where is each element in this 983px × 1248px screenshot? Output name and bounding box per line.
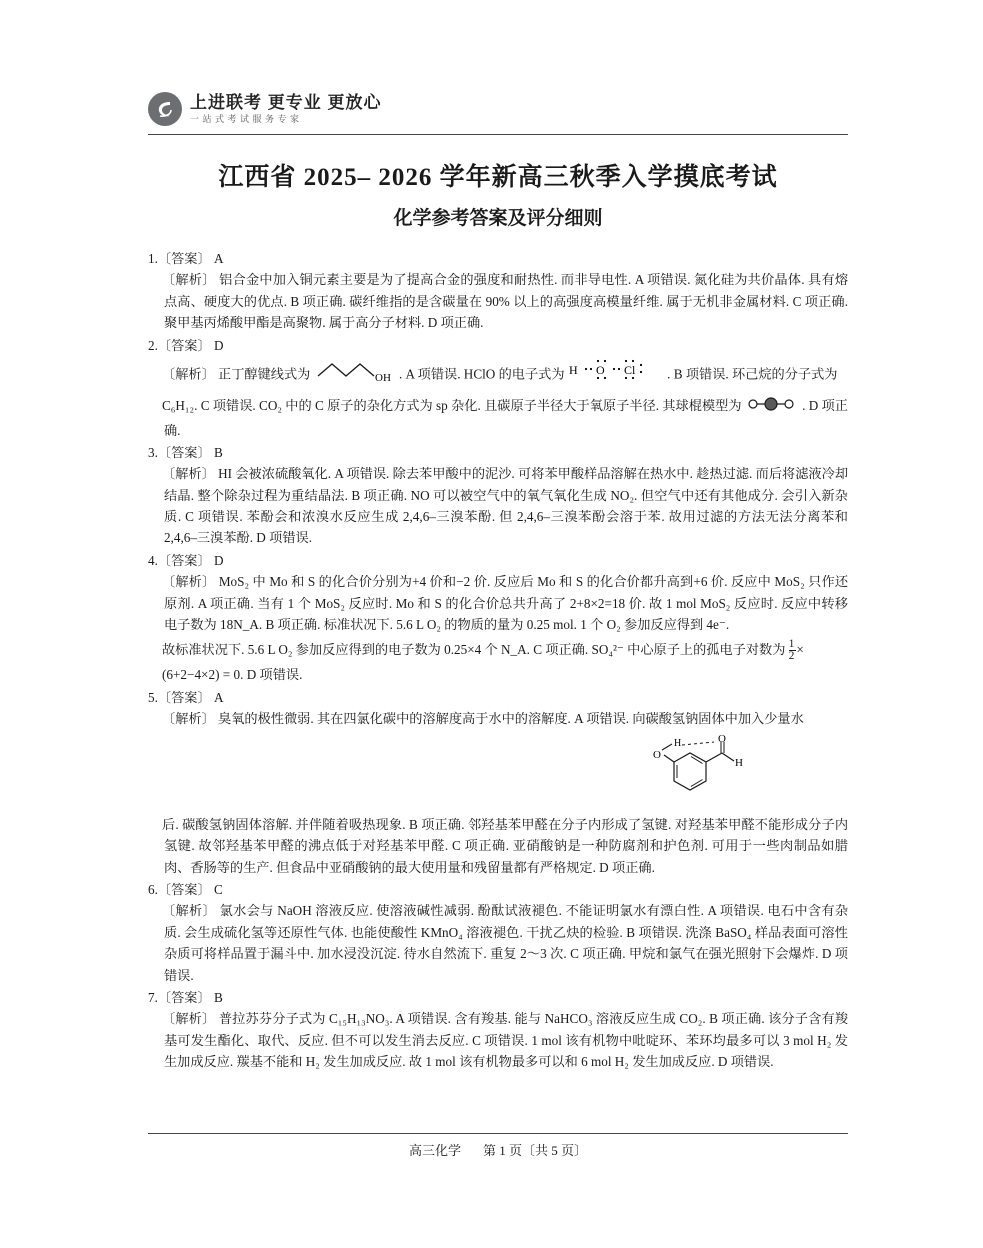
explanation-label: 解析 — [175, 711, 202, 727]
bracket-open: 〔 — [162, 272, 176, 288]
explanation-block — [148, 269, 848, 333]
explanation-label: 解析 — [175, 466, 202, 482]
salicylaldehyde-hydrogen-bond-structure — [164, 734, 848, 812]
svg-text:H: H — [735, 756, 743, 769]
bracket-open: 〔 — [157, 552, 172, 568]
explanation-text: 臭氧的极性微弱. 其在四氯化碳中的溶解度高于水中的溶解度. A 项错误. 向碳酸氢钠固体中加入少量水 — [218, 711, 804, 727]
answer-item-5 — [148, 687, 848, 878]
bracket-close: 〕 — [197, 251, 211, 266]
explanation-label: 解析 — [175, 1011, 203, 1027]
answer-label: 答案 — [171, 552, 198, 568]
answer-value: D — [213, 552, 224, 568]
bracket-open: 〔 — [157, 444, 172, 460]
bracket-open: 〔 — [162, 466, 176, 482]
bracket-open: 〔 — [162, 1011, 176, 1027]
explanation-label: 解析 — [175, 574, 203, 590]
item-number: 2. — [148, 337, 158, 353]
svg-text:O: O — [718, 733, 726, 745]
header-divider — [148, 134, 848, 135]
answer-label: 答案 — [171, 882, 198, 897]
explanation-label: 解析 — [175, 366, 202, 382]
answer-item-4 — [148, 550, 848, 686]
item-number: 5. — [148, 689, 158, 705]
answer-label: 答案 — [171, 989, 198, 1005]
answer-item-7 — [148, 987, 848, 1073]
fraction-numerator: 1 — [788, 637, 795, 650]
bracket-close: 〕 — [197, 552, 211, 568]
explanation-block: 〔解析〕 MoS₂ 中 Mo 和 S 的化合价分别为+4 价和−2 价. 反应后 Mo 和 S 的化合价都升高到+6 价. 反应中 MoS₂ 只作还原剂. A 项正确. 当有 1 个 MoS₂ 反应时. Mo 和 S 的化合价总共升高了 2+8×2=18 价. 故 1 mol MoS₂ 反应时. 反应中转移电子数为 18N_A. B 项正确. 标准状况下. 5.6 L O₂ 的物质的量为 0.25 mol. 1 个 O₂ 参加反应得到 4e⁻. 故标准状况下. 5.6 L O₂ 参加反应得到的电子数为 0.25×4 个 N_A. C 项正确. SO₄²⁻ 中心原子上的孤电子对数为 $\frac{1}{2}$ × (6+2−4×2) = 0. D 项错误. — [162, 574, 849, 683]
explanation-text: . B 项错误. 环己烷的分子式为 — [667, 366, 838, 382]
answer-item-2 — [148, 335, 848, 441]
answer-value: D — [213, 337, 224, 353]
bracket-close: 〕 — [201, 466, 215, 482]
bracket-close: 〕 — [201, 711, 215, 727]
brand-name: 上进联考 更专业 更放心 — [190, 92, 382, 112]
explanation-text-after-figure: 后. 碳酸氢钠固体溶解. 并伴随着吸热现象. B 项正确. 邻羟基苯甲醛在分子内形成了氢键 — [162, 816, 669, 832]
answer-label: 答案 — [171, 251, 198, 266]
explanation-block — [148, 356, 848, 441]
footer-page-number: 第 1 页 — [482, 1143, 522, 1158]
item-number: 6. — [148, 882, 158, 897]
item-number: 1. — [148, 251, 158, 266]
explanation-text: 普拉苏芬分子式为 C₁₅H₁₃NO₃. A 项错误. 含有羧基. 能与 NaHCO₃ 溶液反应生成 CO₂. B 项正确. 该分子含有羧基可发生酯化、取代、反应. 但不可以发生消去反应. C 项错误. 1 mol 该有机物中吡啶环、苯环均最多可以 3 mol H₂ 发生加成反应. 羰基不能和 H₂ 发生加成反应. 故 1 mol 该有机物最多可以和 6 mol H₂ 发生加成反应. D 项错误. — [164, 1011, 849, 1069]
brand-text — [190, 94, 381, 124]
explanation-text: 铝合金中加入铜元素主要是为了提高合金的强度和耐热性. 而非导电性. A 项错误. 氮化硅为共价晶体. 具有熔点高、硬度大的优点. B 项正确. 碳纤维指的是含碳量在 90% 以上的高强度高模量纤维. 属于无机非金属材料. C 项正确. 聚甲基丙烯酸甲酯是高聚物. 属于高分子材料. D 项正确. — [164, 272, 849, 331]
page-title: 江西省 2025– 2026 学年新高三秋季入学摸底考试 — [218, 164, 778, 191]
svg-text:H: H — [568, 362, 578, 377]
answer-item-1 — [148, 248, 848, 334]
bracket-open: 〔 — [157, 989, 172, 1005]
bracket-open: 〔 — [162, 903, 176, 919]
answer-value: A — [213, 251, 224, 266]
item-number: 3. — [148, 444, 158, 460]
page-content — [148, 88, 848, 1073]
explanation-text-line2: 故标准状况下. 5.6 L O₂ 参加反应得到的电子数为 0.25×4 个 N_A. C 项正确. SO₄²⁻ 中心原子上的孤电子对数为 — [162, 642, 786, 658]
exam-brand-header — [148, 88, 848, 130]
bracket-open: 〔 — [157, 251, 172, 266]
explanation-block — [148, 708, 848, 878]
explanation-label: 解析 — [175, 903, 203, 919]
svg-text:OH: OH — [374, 371, 391, 382]
explanation-block — [148, 900, 848, 986]
footer-total-pages: 〔共 5 页〕 — [522, 1143, 588, 1158]
swirl-logo-icon — [148, 92, 182, 126]
answer-value: A — [213, 689, 224, 705]
explanation-text: 正丁醇键线式为 — [218, 366, 311, 382]
explanation-block — [148, 463, 848, 549]
bracket-close: 〕 — [201, 366, 215, 382]
explanation-text-tail: . D 项正确. — [164, 398, 848, 438]
bracket-close: 〕 — [197, 689, 211, 705]
hclo-lewis-structure-icon — [568, 356, 661, 395]
brand-tagline: 一 站 式 考 试 服 务 专 家 — [190, 113, 300, 124]
answer-value: C — [213, 882, 223, 897]
co2-ball-stick-model-icon — [747, 395, 797, 419]
page-footer — [148, 1133, 848, 1159]
explanation-text: HI 会被浓硫酸氧化. A 项错误. 除去苯甲酸中的泥沙. 可将苯甲酸样品溶解在热水中. 趁热过滤. 而后将滤液冷却结晶. 整个除杂过程为重结晶法. B 项正确. NO 可以被空气中的氧气氧化生成 NO₂. 但空气中还有其他成分. 会引入新杂质. C 项错误. 苯酚会和浓溴水反应生成 2,4,6–三溴苯酚. 但 2,4,6–三溴苯酚会溶于苯. 故用过滤的方法无法分离苯和 2,4,6–三溴苯酚. D 项错误. — [164, 466, 849, 546]
answer-key-body — [148, 248, 848, 1072]
bracket-close: 〕 — [202, 1011, 216, 1027]
item-number: 7. — [148, 989, 158, 1005]
explanation-label: 解析 — [175, 272, 203, 288]
bracket-open: 〔 — [157, 882, 172, 897]
bracket-close: 〕 — [202, 903, 217, 919]
item-number: 4. — [148, 552, 158, 568]
explanation-block — [148, 1008, 848, 1072]
explanation-text: . A 项错误. HClO 的电子式为 — [398, 366, 565, 382]
answer-item-6 — [148, 879, 848, 986]
bracket-open: 〔 — [162, 366, 176, 382]
butanol-skeletal-formula-icon — [316, 356, 394, 395]
bracket-close: 〕 — [197, 989, 211, 1005]
answer-item-3 — [148, 442, 848, 549]
svg-text:O: O — [595, 362, 605, 377]
fraction-denominator: 2 — [788, 650, 795, 663]
bracket-open: 〔 — [157, 689, 172, 705]
bracket-open: 〔 — [162, 711, 176, 727]
explanation-text-line3: (6+2−4×2) = 0. D 项错误. — [162, 667, 303, 683]
bracket-close: 〕 — [202, 574, 216, 590]
answer-value: B — [213, 989, 223, 1005]
answer-value: B — [213, 444, 223, 460]
footer-subject: 高三化学 — [408, 1143, 461, 1158]
svg-text:O: O — [653, 748, 661, 761]
answer-label: 答案 — [171, 689, 198, 705]
answer-label: 答案 — [171, 444, 198, 460]
explanation-text-line2: C₆H₁₂. C 项错误. CO₂ 中的 C 原子的杂化方式为 sp 杂化. 且碳原子半径大于氧原子半径. 其球棍模型为 — [162, 398, 742, 414]
bracket-close: 〕 — [197, 444, 211, 460]
answer-label: 答案 — [171, 337, 198, 353]
explanation-text: MoS₂ 中 Mo 和 S 的化合价分别为+4 价和−2 价. 反应后 Mo 和 S 的化合价都升高到+6 价. 反应中 MoS₂ 只作还原剂. A 项正确. 当有 1 个 MoS₂ 反应时. Mo 和 S 的化合价总共升高了 2+8×2=18 价. 故 1 mol MoS₂ 反应时. 反应中转移电子数为 18N_A. B 项正确. 标准状况下. 5.6 L O₂ 的物质的量为 0.25 mol. 1 个 O₂ 参加反应得到 4e⁻. — [164, 574, 849, 632]
svg-text:Cl: Cl — [623, 362, 636, 377]
page-subtitle: 化学参考答案及评分细则 — [393, 208, 603, 229]
explanation-text-tail: . 对羟基苯甲醛不能形成分子内氢键. 故邻羟基苯甲醛的沸点低于对羟基苯甲醛. C 项正确. 亚硝酸钠是一种防腐剂和护色剂. 可用于一些肉制品如腊肉、香肠等的生产. 但食品中亚硝酸钠的最大使用量和残留量都有严格规定. D 项正确. — [164, 816, 849, 875]
one-half-fraction — [789, 639, 797, 664]
svg-text:H: H — [674, 737, 682, 749]
bracket-open: 〔 — [157, 337, 172, 353]
bracket-close: 〕 — [202, 272, 216, 288]
bracket-open: 〔 — [162, 574, 176, 590]
bracket-close: 〕 — [197, 882, 211, 897]
bracket-close: 〕 — [197, 337, 211, 353]
explanation-text: 氯水会与 NaOH 溶液反应. 使溶液碱性减弱. 酚酞试液褪色. 不能证明氯水有漂白性. A 项错误. 电石中含有杂质. 会生成硫化氢等还原性气体. 也能使酸性 KMnO₄ 溶液褪色. 干扰乙炔的检验. B 项错误. 洗涤 BaSO₄ 样品表面可溶性杂质可将样品置于漏斗中. 加水浸没沉淀. 待水自然流下. 重复 2～3 次. C 项正确. 甲烷和氯气在强光照射下会爆炸. D 项错误. — [164, 903, 849, 983]
